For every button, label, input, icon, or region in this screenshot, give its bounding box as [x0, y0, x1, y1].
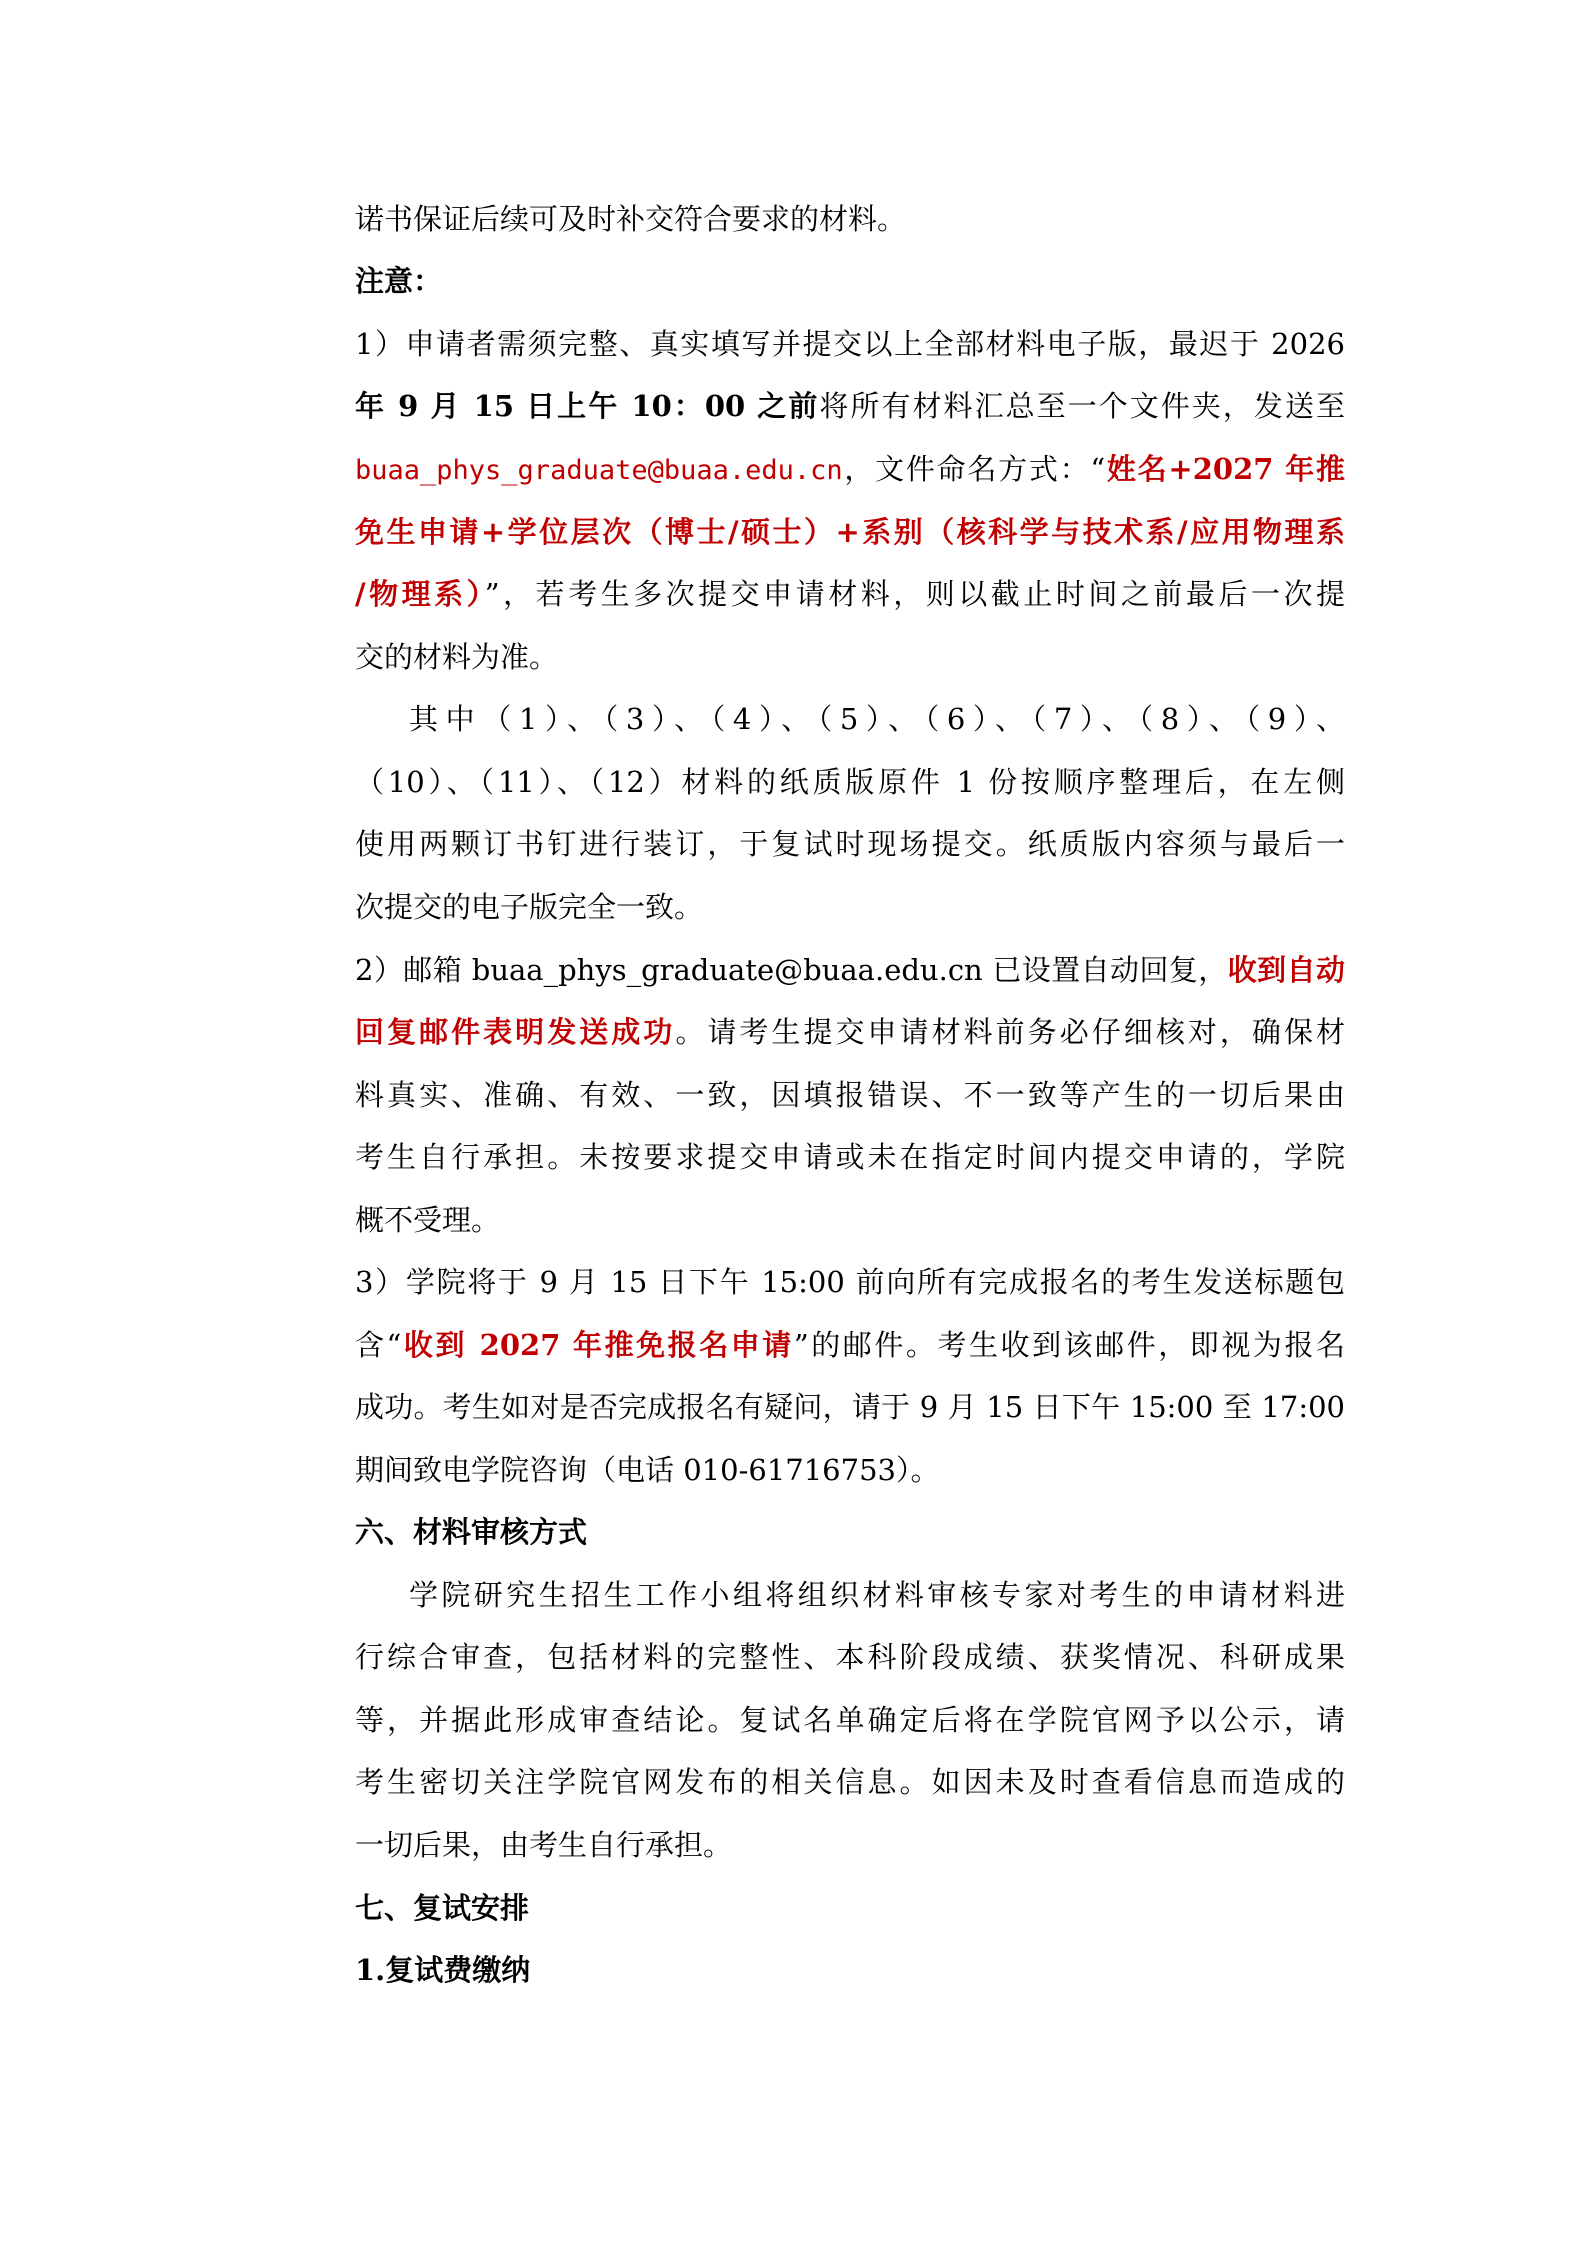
paragraph-line — [355, 508, 1345, 556]
heading-text: 六、材料审核方式 — [355, 1515, 588, 1549]
line-text: 学院研究生招生工作小组将组织材料审核专家对考生的申请材料进 — [409, 1578, 1345, 1612]
line-text: 诺书保证后续可及时补交符合要求的材料。 — [355, 202, 907, 236]
paragraph-line — [355, 1633, 1345, 1681]
line-text: 考生自行承担。未按要求提交申请或未在指定时间内提交申请的，学院 — [355, 1140, 1345, 1174]
line-text: ，文件命名方式：“ — [842, 452, 1106, 486]
line-text: 概不受理。 — [355, 1203, 501, 1237]
auto-reply-note: 回复邮件表明发送成功 — [355, 1015, 676, 1049]
email-address: buaa_phys_graduate@buaa.edu.cn — [355, 455, 843, 486]
paragraph-line — [355, 1446, 1345, 1494]
line-text: 。请考生提交申请材料前务必仔细核对，确保材 — [675, 1015, 1345, 1049]
paragraph-line — [355, 883, 1345, 931]
paragraph-line — [409, 695, 1345, 743]
paragraph-line — [355, 1383, 1345, 1431]
paragraph-line — [355, 195, 1345, 243]
line-text: 期间致电学院咨询（电话 010-61716753）。 — [355, 1453, 940, 1487]
paragraph-line — [355, 570, 1345, 618]
paragraph-line — [355, 382, 1345, 430]
line-text: 含“ — [355, 1328, 402, 1362]
section-heading — [355, 1508, 1345, 1556]
line-text: 等，并据此形成审查结论。复试名单确定后将在学院官网予以公示，请 — [355, 1703, 1345, 1737]
line-text: 次提交的电子版完全一致。 — [355, 890, 704, 924]
subsection-heading — [355, 1946, 1345, 1994]
paragraph-line — [355, 1196, 1345, 1244]
paragraph-line — [355, 1821, 1345, 1869]
notice-heading — [355, 257, 1345, 305]
email-subject: 收到 2027 年推免报名申请 — [401, 1328, 794, 1362]
line-text: 3）学院将于 9 月 15 日下午 15:00 前向所有完成报名的考生发送标题包 — [355, 1265, 1345, 1299]
paragraph-line — [355, 1133, 1345, 1181]
line-text: 注意： — [355, 264, 443, 298]
paragraph-line — [355, 1321, 1345, 1369]
paragraph-line — [355, 1758, 1345, 1806]
paragraph-line — [355, 758, 1345, 806]
filename-format: 免生申请+学位层次（博士/硕士）+系别（核科学与技术系/应用物理系 — [355, 515, 1345, 549]
paragraph-line — [355, 1696, 1345, 1744]
paragraph-line — [355, 633, 1345, 681]
line-text: 料真实、准确、有效、一致，因填报错误、不一致等产生的一切后果由 — [355, 1078, 1345, 1112]
paragraph-line — [355, 445, 1345, 493]
line-text: 行综合审查，包括材料的完整性、本科阶段成绩、获奖情况、科研成果 — [355, 1640, 1345, 1674]
paragraph-line — [355, 1008, 1345, 1056]
heading-text: 七、复试安排 — [355, 1891, 530, 1925]
line-text: 1）申请者需须完整、真实填写并提交以上全部材料电子版，最迟于 2026 — [355, 327, 1345, 361]
heading-text: 1.复试费缴纳 — [355, 1953, 531, 1987]
line-text: 考生密切关注学院官网发布的相关信息。如因未及时查看信息而造成的 — [355, 1765, 1345, 1799]
line-text: 其中（1）、（3）、（4）、（5）、（6）、（7）、（8）、（9）、 — [409, 702, 1345, 736]
line-text: 一切后果，由考生自行承担。 — [355, 1828, 733, 1862]
filename-format: /物理系） — [355, 577, 485, 611]
paragraph-line — [355, 320, 1345, 368]
line-text: 交的材料为准。 — [355, 640, 559, 674]
paragraph-line — [409, 1571, 1345, 1619]
line-text: 使用两颗订书钉进行装订，于复试时现场提交。纸质版内容须与最后一 — [355, 827, 1345, 861]
paragraph-line — [355, 820, 1345, 868]
deadline-text: 年 9 月 15 日上午 10：00 之前 — [355, 389, 820, 423]
filename-format: 姓名+2027 年推 — [1105, 452, 1345, 486]
paragraph-line — [355, 946, 1345, 994]
line-text: 成功。考生如对是否完成报名有疑问，请于 9 月 15 日下午 15:00 至 17:00 — [355, 1390, 1345, 1424]
section-heading — [355, 1884, 1345, 1932]
line-text: ”，若考生多次提交申请材料，则以截止时间之前最后一次提 — [484, 577, 1345, 611]
line-text: ”的邮件。考生收到该邮件，即视为报名 — [793, 1328, 1345, 1362]
line-text: 2）邮箱 buaa_phys_graduate@buaa.edu.cn 已设置自动回复， — [355, 953, 1228, 987]
paragraph-line — [355, 1258, 1345, 1306]
line-text: （10）、（11）、（12）材料的纸质版原件 1 份按顺序整理后，在左侧 — [355, 765, 1345, 799]
paragraph-line — [355, 1071, 1345, 1119]
line-text: 将所有材料汇总至一个文件夹，发送至 — [819, 389, 1345, 423]
auto-reply-note: 收到自动 — [1227, 953, 1345, 987]
